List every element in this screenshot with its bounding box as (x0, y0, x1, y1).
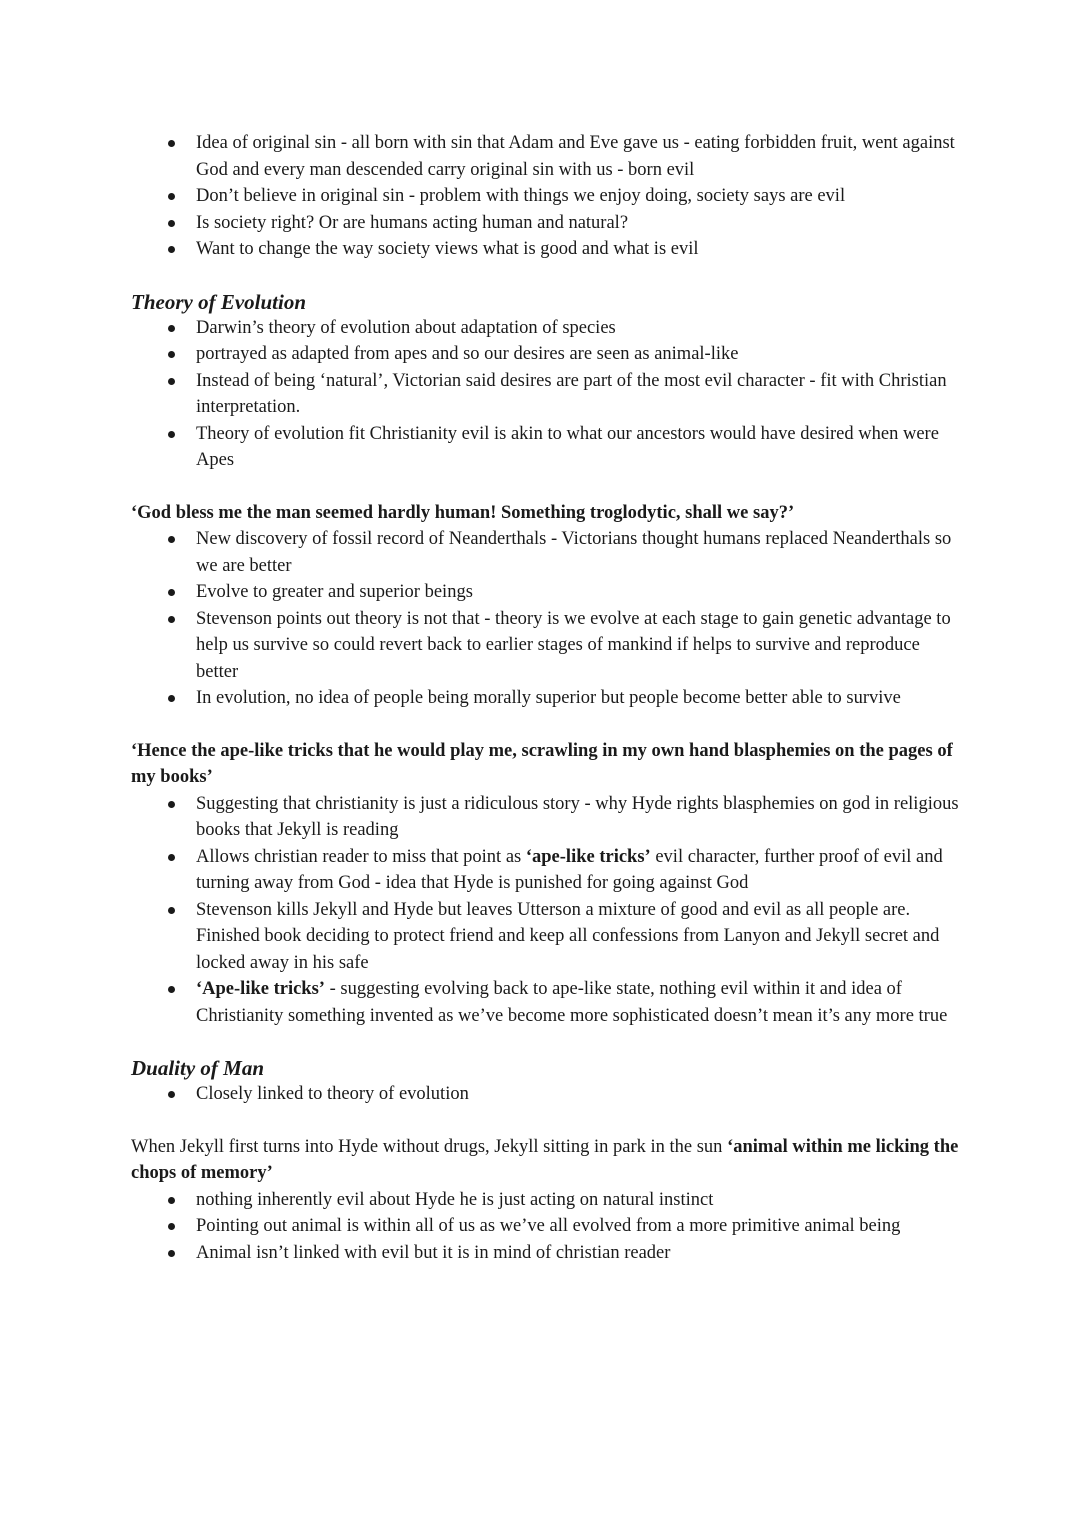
list-item: Don’t believe in original sin - problem with things we enjoy doing, society says are evil (196, 183, 960, 210)
list-item: portrayed as adapted from apes and so our desires are seen as animal-like (196, 341, 960, 368)
list-item: Suggesting that christianity is just a ridiculous story - why Hyde rights blasphemies on god in religious books that Jekyll is reading (196, 791, 960, 844)
bullet-bold-quote: ‘ape-like tricks’ (525, 846, 651, 867)
section-heading-evolution: Theory of Evolution (131, 289, 307, 314)
intro-bullet-list (131, 130, 960, 263)
apelike-bullet-list (131, 791, 960, 1030)
list-item: Want to change the way society views what is good and what is evil (196, 236, 960, 263)
paragraph-bold-quote: ‘animal within me licking the chops of memory’ (131, 1136, 959, 1183)
park-bullet-list (131, 1187, 960, 1267)
list-item: New discovery of fossil record of Neanderthals - Victorians thought humans replaced Neanderthals so we are better (196, 526, 960, 579)
list-item: Stevenson points out theory is not that - theory is we evolve at each stage to gain genetic advantage to help us survive so could revert back to earlier stages of mankind if helps to survive and reproduce better (196, 606, 960, 686)
bullet-text: - suggesting evolving back to ape-like state, nothing evil within it and idea of Christianity something invented as we’ve become more sophisticated doesn’t mean it’s any more true (196, 979, 948, 1026)
list-item (196, 976, 960, 1029)
bullet-bold-quote: ‘Ape-like tricks’ (196, 979, 325, 999)
quote-ape-like: ‘Hence the ape-like tricks that he would play me, scrawling in my own hand blasphemies on the pages of my books’ (131, 740, 953, 787)
list-item: Darwin’s theory of evolution about adaptation of species (196, 315, 960, 342)
troglodytic-bullet-list (131, 526, 960, 712)
list-item: Closely linked to theory of evolution (196, 1081, 960, 1108)
paragraph-park (131, 1134, 960, 1187)
section-heading-duality: Duality of Man (131, 1056, 265, 1080)
list-item: Is society right? Or are humans acting human and natural? (196, 210, 960, 237)
list-item: Instead of being ‘natural’, Victorian said desires are part of the most evil character - fit with Christian interpretation. (196, 368, 960, 421)
list-item: nothing inherently evil about Hyde he is just acting on natural instinct (196, 1187, 960, 1214)
list-item: Idea of original sin - all born with sin that Adam and Eve gave us - eating forbidden fruit, went against God and every man descended carry original sin with us - born evil (196, 130, 960, 183)
list-item: Animal isn’t linked with evil but it is in mind of christian reader (196, 1240, 960, 1267)
bullet-text: Allows christian reader to miss that point as (196, 846, 526, 867)
list-item: Theory of evolution fit Christianity evil is akin to what our ancestors would have desired when were Apes (196, 421, 960, 474)
list-item: Evolve to greater and superior beings (196, 579, 960, 606)
list-item: In evolution, no idea of people being morally superior but people become better able to survive (196, 685, 960, 712)
evolution-bullet-list (131, 315, 960, 474)
list-item (196, 844, 960, 897)
bullet-text: evil character, further proof of evil and turning away from God - idea that Hyde is punished for going against God (196, 846, 943, 893)
duality-bullet-list (131, 1081, 960, 1108)
list-item: Pointing out animal is within all of us as we’ve all evolved from a more primitive animal being (196, 1213, 960, 1240)
list-item: Stevenson kills Jekyll and Hyde but leaves Utterson a mixture of good and evil as all people are. Finished book deciding to protect friend and keep all confessions from Lanyon and Jekyll secret and locked away in his safe (196, 897, 960, 977)
paragraph-text: When Jekyll first turns into Hyde without drugs, Jekyll sitting in park in the sun (131, 1136, 728, 1157)
quote-troglodytic: ‘God bless me the man seemed hardly human! Something troglodytic, shall we say?’ (131, 502, 795, 523)
